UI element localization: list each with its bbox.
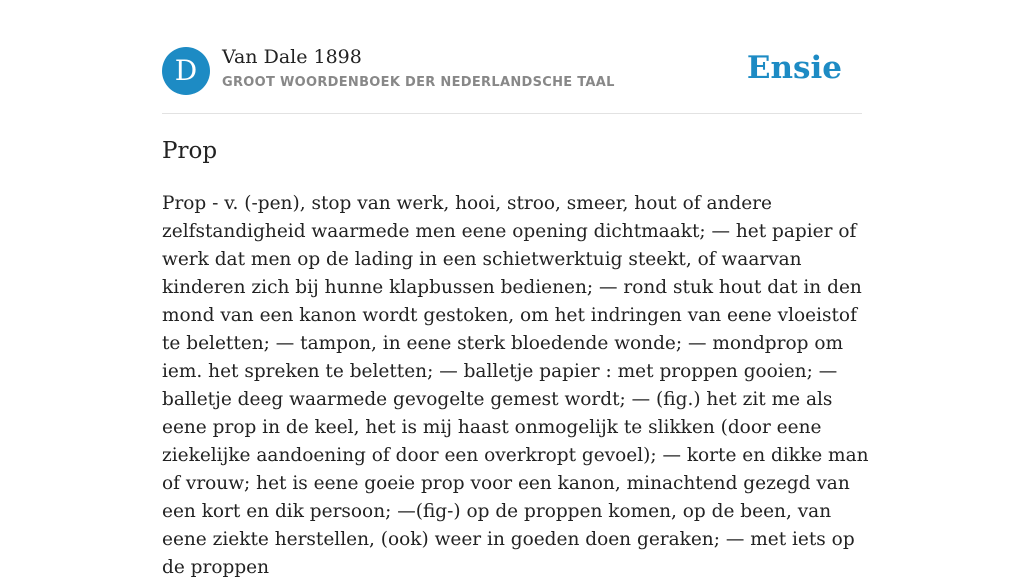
source-logo[interactable]: D — [162, 47, 210, 95]
source-subtitle: GROOT WOORDENBOEK DER NEDERLANDSCHE TAAL — [222, 75, 615, 90]
brand-logo[interactable]: Ensie — [746, 50, 842, 86]
entry-term: Prop — [162, 138, 218, 164]
entry-definition: Prop - v. (-pen), stop van werk, hooi, stroo, smeer, hout of andere zelfstandigheid waarmede men eene opening dichtmaakt; — het papier of werk dat men op de lading in een schietwerktuig steekt, of waarvan kinderen zich bij hunne klapbussen bedienen; — rond stuk hout dat in den mond van een kanon wordt gestoken, om het indringen van eene vloeistof te beletten; — tampon, in eene sterk bloedende wonde; — mondprop om iem. het spreken te beletten; — balletje papier : met proppen gooien; — balletje deeg waarmede gevogelte gemest wordt; — (fig.) het zit me als eene prop in de keel, het is mij haast onmogelijk te slikken (door eene ziekelijke aandoening of door een overkropt gevoel); — korte en dikke man of vrouw; het is eene goeie prop voor een kanon, minachtend gezegd van een kort en dik persoon; —(fig-) op de proppen komen, op de been, van eene ziekte herstellen, (ook) weer in goeden doen geraken; — met iets op de proppen — [162, 193, 869, 578]
source-title[interactable]: Van Dale 1898 — [222, 46, 362, 68]
header — [162, 46, 862, 96]
header-divider — [162, 113, 862, 114]
